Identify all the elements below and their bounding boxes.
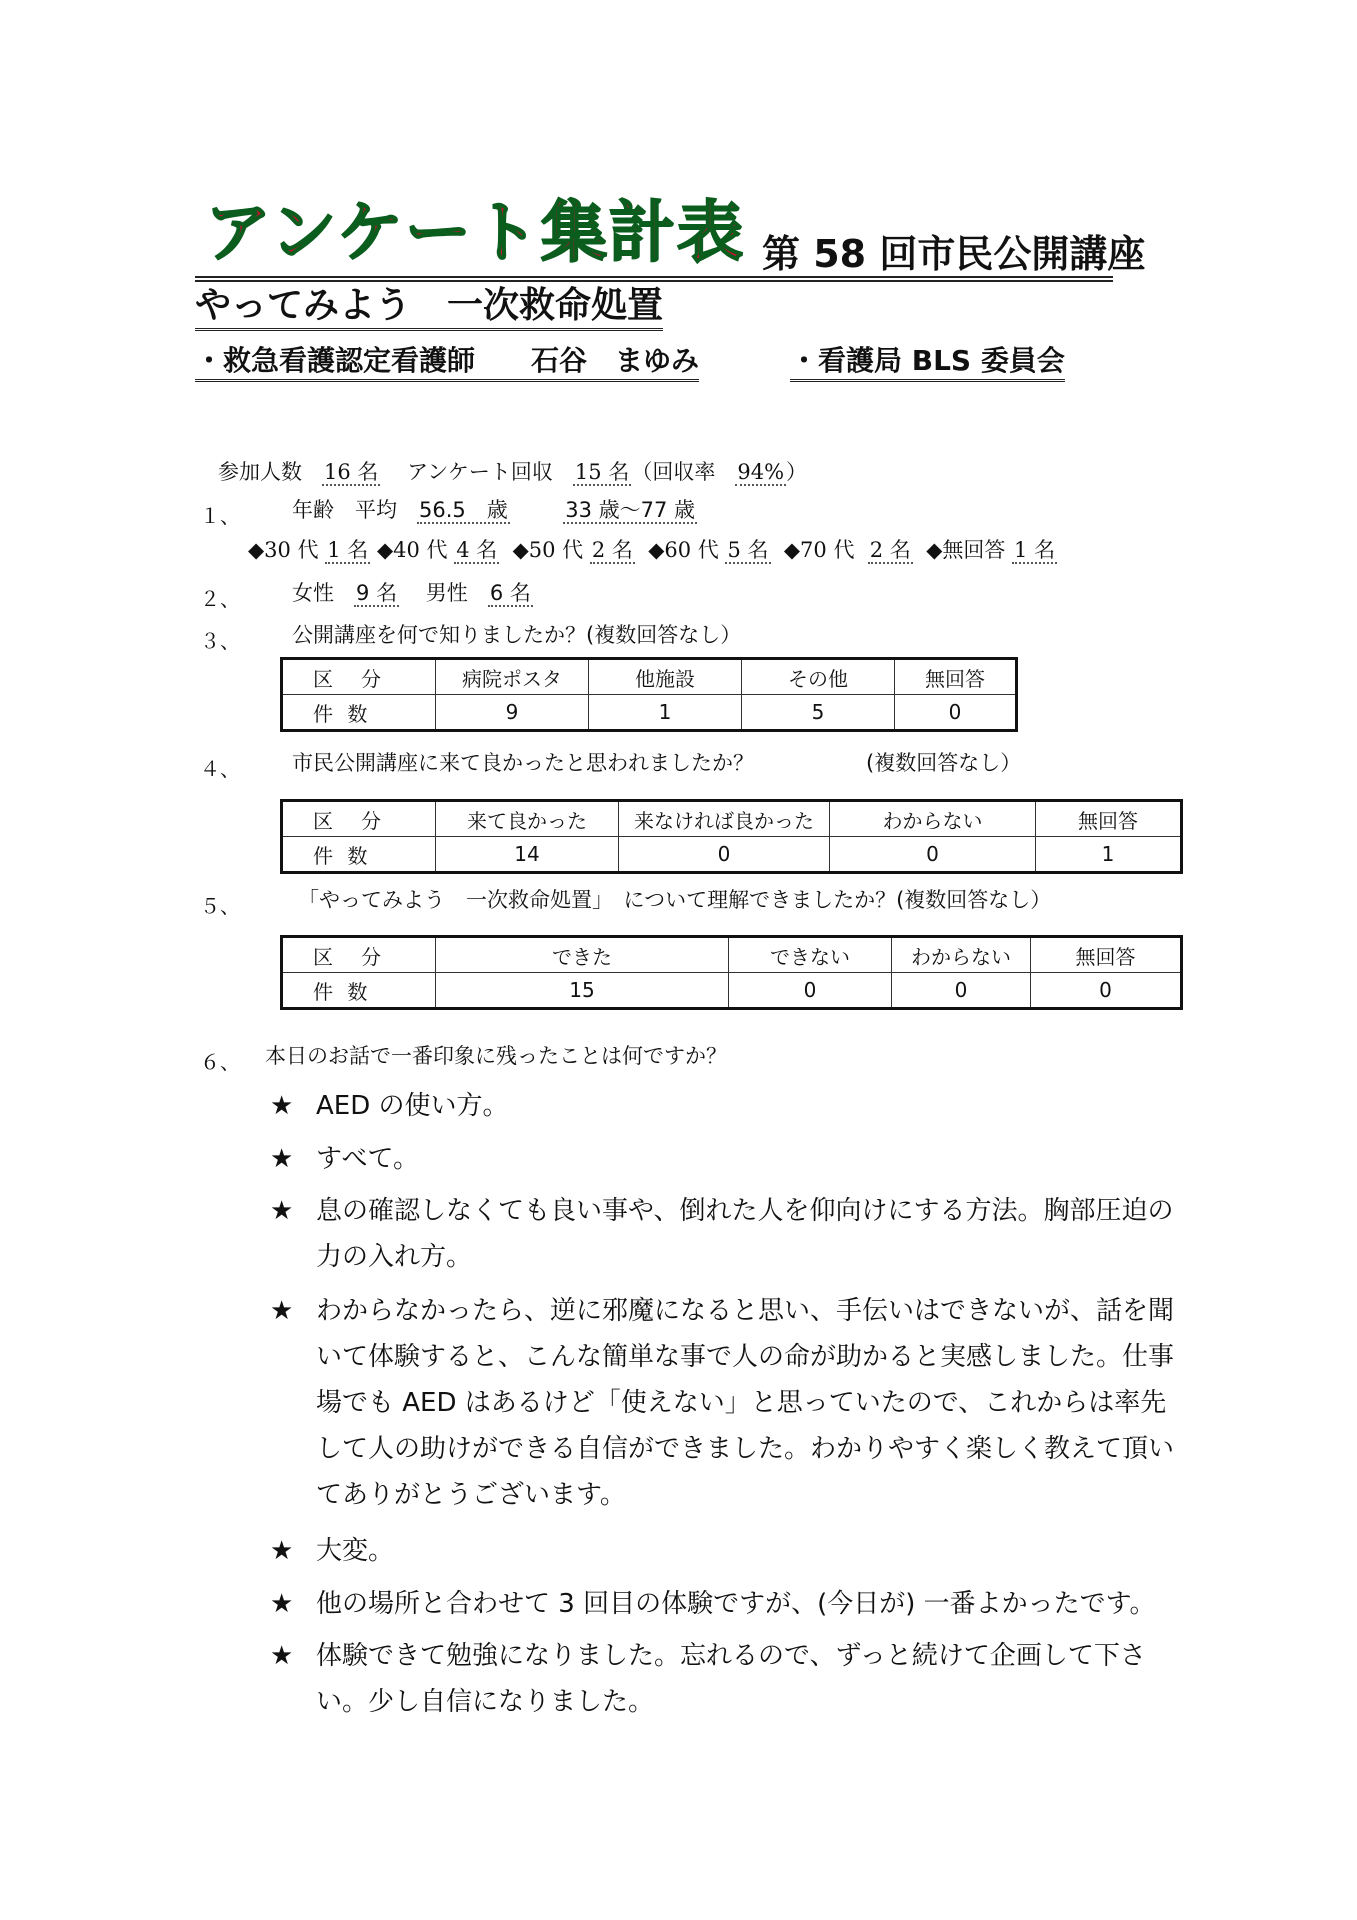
table-row <box>282 801 1182 837</box>
comment-text: AED の使い方。 <box>316 1091 509 1121</box>
table-cell: 9 <box>436 695 589 731</box>
comment-text: 他の場所と合わせて 3 回目の体験ですが、(今日が) 一番よかったです。 <box>316 1589 1156 1619</box>
table-cell: 1 <box>589 695 742 731</box>
comment-text: すべて。 <box>316 1144 419 1174</box>
age-group-value: 1 名 <box>1014 538 1056 562</box>
q1-age-average: 56.5 歳 <box>419 498 508 522</box>
age-group-value: 5 名 <box>727 538 769 562</box>
q1-age-range: 33 歳〜77 歳 <box>565 498 695 522</box>
summary-line <box>218 462 807 483</box>
table-cell: 1 <box>1036 837 1182 873</box>
table-row <box>282 837 1182 873</box>
star-icon: ★ <box>270 1091 294 1121</box>
collected-label: アンケート回収 <box>407 460 553 484</box>
star-icon: ★ <box>270 1589 294 1619</box>
table-cell: 0 <box>830 837 1036 873</box>
q1-age-label: 年齢 平均 <box>292 498 397 522</box>
collected-value: 15 名 <box>574 460 630 484</box>
age-group-label: ◆70 代 <box>783 538 855 562</box>
table-cell: 0 <box>729 973 892 1009</box>
speaker-line: ・救急看護認定看護師 石谷 まゆみ <box>195 347 699 382</box>
table-cell: 無回答 <box>895 659 1017 695</box>
q5-question: 「やってみよう 一次救命処置」 について理解できましたか？(複数回答なし） <box>298 888 1052 912</box>
star-icon: ★ <box>270 1641 294 1671</box>
age-group-value: 2 名 <box>591 538 633 562</box>
comment-text: 息の確認しなくても良い事や、倒れた人を仰向けにする方法。胸部圧迫の力の入れ方。 <box>316 1196 1174 1272</box>
list-item <box>270 1136 1190 1182</box>
q3-table <box>280 657 1018 732</box>
q2-male-label: 男性 <box>425 581 468 605</box>
table-cell: 区 分 <box>282 937 436 973</box>
list-item <box>270 1633 1190 1725</box>
table-row <box>282 695 1017 731</box>
table-cell: 0 <box>619 837 830 873</box>
age-group-label: ◆60 代 <box>648 538 719 562</box>
committee-line: ・看護局 BLS 委員会 <box>790 347 1065 382</box>
table-cell: 0 <box>1031 973 1182 1009</box>
table-cell: 区 分 <box>282 659 436 695</box>
table-cell: 件 数 <box>282 695 436 731</box>
q1-age-groups <box>248 540 1057 561</box>
star-icon: ★ <box>270 1296 294 1326</box>
rate-close: ） <box>786 460 808 484</box>
age-group-label: ◆40 代 <box>376 538 448 562</box>
q3-question: 公開講座を何で知りましたか？(複数回答なし） <box>292 623 742 647</box>
lecture-subtitle: やってみよう 一次救命処置 <box>195 288 663 331</box>
q5-table <box>280 935 1183 1010</box>
list-item <box>270 1581 1190 1627</box>
comment-text: 大変。 <box>316 1536 395 1566</box>
q3-number: ３、 <box>200 629 240 653</box>
participants-label: 参加人数 <box>218 460 302 484</box>
age-group-label: ◆50 代 <box>512 538 584 562</box>
q2-male-value: 6 名 <box>489 581 531 605</box>
q4-question: 市民公開講座に来て良かったと思われましたか？ <box>292 751 754 775</box>
table-cell: 無回答 <box>1031 937 1182 973</box>
event-title: 第 58 回市民公開講座 <box>762 232 1146 276</box>
q2-gender-line <box>292 583 533 604</box>
table-cell: 無回答 <box>1036 801 1182 837</box>
table-cell: わからない <box>892 937 1031 973</box>
table-cell: 0 <box>892 973 1031 1009</box>
rate-value: 94% <box>737 460 785 484</box>
table-cell: 来なければ良かった <box>619 801 830 837</box>
title-underline <box>195 276 1113 282</box>
table-cell: 他施設 <box>589 659 742 695</box>
list-item <box>270 1188 1190 1280</box>
table-cell: 5 <box>742 695 895 731</box>
table-cell: 件 数 <box>282 837 436 873</box>
star-icon: ★ <box>270 1144 294 1174</box>
q6-number: ６、 <box>200 1050 240 1074</box>
table-cell: その他 <box>742 659 895 695</box>
table-cell: できない <box>729 937 892 973</box>
q4-number: ４、 <box>200 757 240 781</box>
table-cell: 0 <box>895 695 1017 731</box>
table-row <box>282 937 1182 973</box>
q1-age-line <box>292 500 697 521</box>
q1-number: １、 <box>200 504 240 528</box>
participants-value: 16 名 <box>324 460 379 484</box>
rate-label: （回収率 <box>631 460 716 484</box>
table-row <box>282 973 1182 1009</box>
table-cell: できた <box>436 937 729 973</box>
table-cell: 件 数 <box>282 973 436 1009</box>
table-cell: 15 <box>436 973 729 1009</box>
q2-female-label: 女性 <box>292 581 334 605</box>
age-group-value: 2 名 <box>869 538 911 562</box>
table-row <box>282 659 1017 695</box>
comment-text: 体験できて勉強になりました。忘れるので、ずっと続けて企画して下さい。少し自信になりました。 <box>316 1641 1146 1717</box>
star-icon: ★ <box>270 1536 294 1566</box>
star-icon: ★ <box>270 1196 294 1226</box>
list-item <box>270 1528 1190 1574</box>
table-cell: 病院ポスタ <box>436 659 589 695</box>
table-cell: わからない <box>830 801 1036 837</box>
age-group-label: ◆30 代 <box>248 538 319 562</box>
q2-female-value: 9 名 <box>356 581 398 605</box>
table-cell: 区 分 <box>282 801 436 837</box>
table-cell: 来て良かった <box>436 801 619 837</box>
comment-text: わからなかったら、逆に邪魔になると思い、手伝いはできないが、話を聞いて体験すると、こんな簡単な事で人の命が助かると実感しました。仕事場でも AED はあるけど「使えない」と思っていたので、これからは率先して人の助けができる自信ができました。わかりやすく楽しく教えて頂いてありがとうございます。 <box>316 1296 1175 1510</box>
age-group-value: 4 名 <box>456 538 498 562</box>
main-title: アンケート集計表 <box>205 194 746 271</box>
list-item <box>270 1083 1190 1129</box>
q6-question: 本日のお話で一番印象に残ったことは何ですか？ <box>265 1044 727 1068</box>
table-cell: 14 <box>436 837 619 873</box>
age-group-label: ◆無回答 <box>926 538 1006 562</box>
q5-number: ５、 <box>200 894 240 918</box>
list-item <box>270 1288 1190 1518</box>
q4-table <box>280 799 1183 874</box>
q2-number: ２、 <box>200 587 240 611</box>
q4-note: (複数回答なし） <box>866 751 1022 775</box>
age-group-value: 1 名 <box>327 538 369 562</box>
